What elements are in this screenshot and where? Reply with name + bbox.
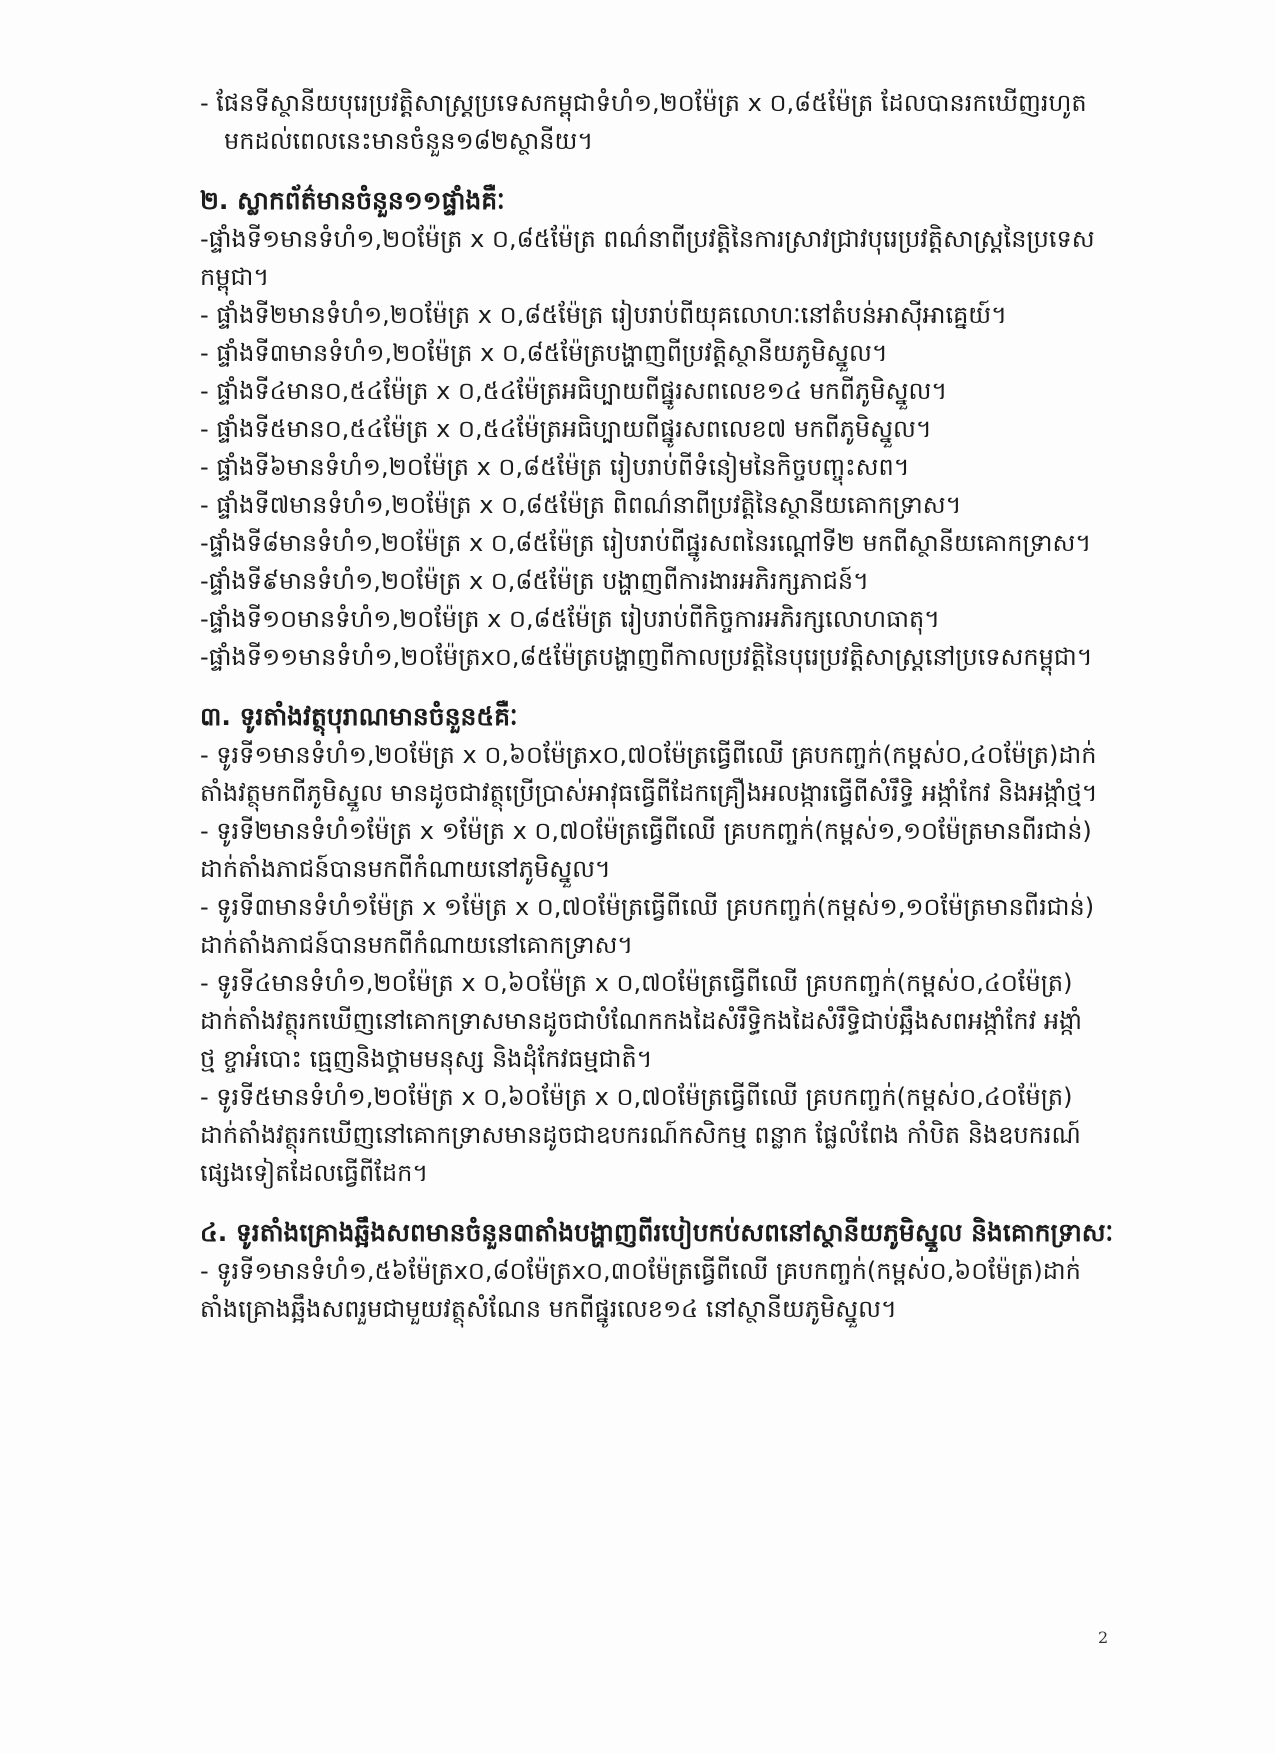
section-2-line: -ផ្ទាំងទី៩មានទំហំ១,២០ម៉ែត្រ x ០,៨៥ម៉ែត្រ បង្ហាញពីការងារអភិរក្សភាជន៍។ (200, 567, 869, 595)
section-2-line: -ផ្ទាំងទី១០មានទំហំ១,២០ម៉ែត្រ x ០,៨៥ម៉ែត្រ រៀបរាប់ពីកិច្ចការអភិរក្សលោហធាតុ។ (200, 605, 940, 633)
section-3-line: ដាក់តាំងភាជន៍បានមកពីកំណាយនៅភូមិស្នួល។ (200, 855, 611, 883)
page-number: 2 (1098, 1628, 1109, 1647)
section-3-line: ដាក់តាំងវត្ថុរកឃើញនៅគោកទ្រាសមានដូចជាឧបករណ៍កសិកម្ម ពន្លាក ផ្លែលំពែង កាំបិត និងឧបករណ៍ (200, 1121, 1081, 1149)
section-4-list (200, 1252, 1130, 1328)
section-2-line: -ផ្ទាំងទី១១មានទំហំ១,២០ម៉ែត្រx០,៨៥ម៉ែត្របង្ហាញពីកាលប្រវត្តិនៃបុរេប្រវត្តិសាស្ត្រនៅប្រទេសកម្ពុជា។ (200, 643, 1093, 671)
section-2-line: - ផ្ទាំងទី៦មានទំហំ១,២០ម៉ែត្រ x ០,៨៥ម៉ែត្រ រៀបរាប់ពីទំនៀមនៃកិច្ចបញ្ចុះសព។ (200, 453, 910, 481)
section-3-line: - ទូរទី២មានទំហំ១ម៉ែត្រ x ១ម៉ែត្រ x ០,៧០ម៉ែត្រធ្វើពីឈើ គ្របកញ្ចក់(កម្ពស់១,១០ម៉ែត្រមានពីរជាន់) (200, 817, 1092, 845)
intro-line-2: មកដល់ពេលនេះមានចំនួន១៨២ស្ថានីយ។ (224, 127, 594, 155)
section-3-line: - ទូរទី៥មានទំហំ១,២០ម៉ែត្រ x ០,៦០ម៉ែត្រ x ០,៧០ម៉ែត្រធ្វើពីឈើ គ្របកញ្ចក់(កម្ពស់០,៤០ម៉ែត្រ) (200, 1083, 1073, 1111)
section-4-heading: ៤. ទូរតាំងគ្រោងឆ្អឹងសពមានចំនួន៣តាំងបង្ហាញពីរបៀបកប់សពនៅស្ថានីយភូមិស្នួល និងគោកទ្រាសៈ (200, 1218, 1114, 1247)
section-3-line: - ទូរទី៤មានទំហំ១,២០ម៉ែត្រ x ០,៦០ម៉ែត្រ x ០,៧០ម៉ែត្រធ្វើពីឈើ គ្របកញ្ចក់(កម្ពស់០,៤០ម៉ែត្រ) (200, 969, 1073, 997)
section-3-line: តាំងវត្ថុមកពីភូមិស្នួល មានដូចជាវត្ថុប្រើប្រាស់អាវុធធ្វើពីដែកគ្រឿងអលង្ការធ្វើពីសំរឹទ្ធិ អង្កាំកែវ និងអង្កាំថ្ម។ (200, 779, 1098, 807)
section-2-heading: ២. ស្លាកព័ត៌មានចំនួន១១ផ្ទាំងគឺៈ (200, 186, 505, 215)
section-3-line: ដាក់តាំងភាជន៍បានមកពីកំណាយនៅគោកទ្រាស។ (200, 931, 634, 959)
section-2-line: - ផ្ទាំងទី២មានទំហំ១,២០ម៉ែត្រ x ០,៨៥ម៉ែត្រ រៀបរាប់ពីយុគលោហៈនៅតំបន់អាស៊ីអាគ្នេយ៍។ (200, 301, 1007, 329)
section-3-line: ផ្សេងទៀតដែលធ្វើពីដែក។ (200, 1159, 429, 1187)
section-2-line: - ផ្ទាំងទី៥មាន០,៥៤ម៉ែត្រ x ០,៥៤ម៉ែត្រអធិប្បាយពីផ្នូរសពលេខ៧ មកពីភូមិស្នួល។ (200, 415, 932, 443)
section-4-line: តាំងគ្រោងឆ្អឹងសពរួមជាមួយវត្ថុសំណែន មកពីផ្នូរលេខ១៤ នៅស្ថានីយភូមិស្នួល។ (200, 1295, 897, 1323)
section-3-line: - ទូរទី៣មានទំហំ១ម៉ែត្រ x ១ម៉ែត្រ x ០,៧០ម៉ែត្រធ្វើពីឈើ គ្របកញ្ចក់(កម្ពស់១,១០ម៉ែត្រមានពីរជាន់) (200, 893, 1095, 921)
section-2-line: កម្ពុជា។ (200, 263, 270, 291)
section-3-list (200, 736, 1130, 1192)
section-2-list (200, 220, 1130, 676)
section-4-line: - ទូរទី១មានទំហំ១,៥៦ម៉ែត្រx០,៨០ម៉ែត្រx០,៣០ម៉ែត្រធ្វើពីឈើ គ្របកញ្ចក់(កម្ពស់០,៦០ម៉ែត្រ)ដាក់ (200, 1257, 1081, 1285)
section-2-line: - ផ្ទាំងទី៧មានទំហំ១,២០ម៉ែត្រ x ០,៨៥ម៉ែត្រ ពិពណ៌នាពីប្រវត្តិនៃស្ថានីយគោកទ្រាស។ (200, 491, 962, 519)
intro-line-1: - ផែនទីស្ថានីយបុរេប្រវត្តិសាស្ត្រប្រទេសកម្ពុជាទំហំ១,២០ម៉ែត្រ x ០,៨៥ម៉ែត្រ ដែលបានរកឃើញរហូត (200, 89, 1087, 117)
section-2-line: -ផ្ទាំងទី១មានទំហំ១,២០ម៉ែត្រ x ០,៨៥ម៉ែត្រ ពណ៌នាពីប្រវត្តិនៃការស្រាវជ្រាវបុរេប្រវត្តិសាស្ត្រនៃប្រទេស (200, 225, 1095, 253)
document-body (200, 84, 1130, 1328)
section-3-line: ដាក់តាំងវត្ថុរកឃើញនៅគោកទ្រាសមានដូចជាបំណែកកងដៃសំរឹទ្ធិកងដៃសំរឹទ្ធិជាប់ឆ្អឹងសពអង្កាំកែវ អង្កាំ (200, 1007, 1082, 1035)
section-2-line: -ផ្ទាំងទី៨មានទំហំ១,២០ម៉ែត្រ x ០,៨៥ម៉ែត្រ រៀបរាប់ពីផ្នូរសពនៃរណ្តៅទី២ មកពីស្ថានីយគោកទ្រាស។ (200, 529, 1092, 557)
section-3-line: - ទូរទី១មានទំហំ១,២០ម៉ែត្រ x ០,៦០ម៉ែត្រx០,៧០ម៉ែត្រធ្វើពីឈើ គ្របកញ្ចក់(កម្ពស់០,៤០ម៉ែត្រ)ដាក់ (200, 741, 1097, 769)
section-2-line: - ផ្ទាំងទី៤មាន០,៥៤ម៉ែត្រ x ០,៥៤ម៉ែត្រអធិប្បាយពីផ្នូរសពលេខ១៤ មកពីភូមិស្នួល។ (200, 377, 948, 405)
section-3-line: ថ្ម ខ្ចាអំបោះ ធ្មេញនិងថ្គាមមនុស្ស និងដុំកែវធម្មជាតិ។ (200, 1045, 653, 1073)
section-2-line: - ផ្ទាំងទី៣មានទំហំ១,២០ម៉ែត្រ x ០,៨៥ម៉ែត្របង្ហាញពីប្រវត្តិស្ថានីយភូមិស្នួល។ (200, 339, 888, 367)
section-3-heading: ៣. ទូរតាំងវត្ថុបុរាណមានចំនួន៥គឺៈ (200, 702, 518, 731)
